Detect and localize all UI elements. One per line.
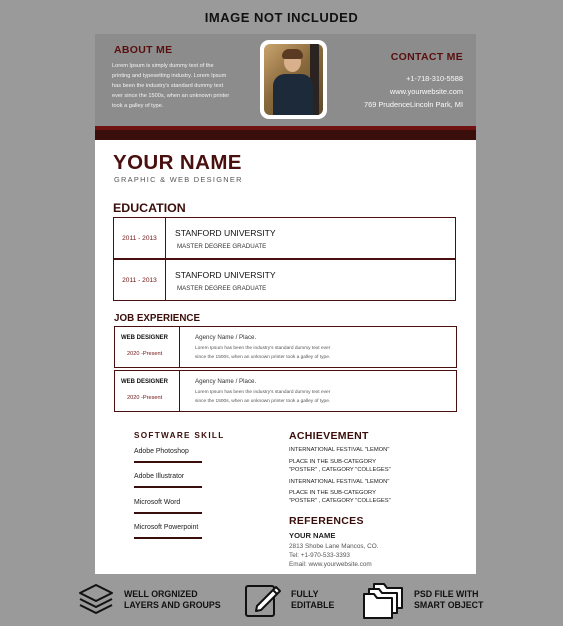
skill-label: Adobe Illustrator <box>134 473 185 480</box>
feature-line: PSD FILE WITH <box>414 589 479 599</box>
job-description-line: since the 1500s, when an unknown printer took a galley of type. <box>195 399 331 404</box>
photo-person-body <box>273 74 313 115</box>
about-line: took a galley of type. <box>112 103 164 109</box>
skill-item <box>134 448 214 463</box>
job-description-line: Lorem Ipsum has been the industry's standard dummy text ever <box>195 390 331 395</box>
banner-text: IMAGE NOT INCLUDED <box>204 9 359 25</box>
about-line: has been the industry's standard dummy text <box>112 83 224 89</box>
skill-underline <box>134 537 202 539</box>
about-text <box>112 61 250 111</box>
education-entry <box>113 217 456 259</box>
skill-underline <box>134 461 202 463</box>
feature-psd <box>362 578 483 622</box>
education-school: STANFORD UNIVERSITY <box>175 270 276 280</box>
skill-item <box>134 499 214 514</box>
references-title: REFERENCES <box>289 515 364 527</box>
feature-line: FULLY <box>291 589 319 599</box>
education-degree: MASTER DEGREE GRADUATE <box>177 243 267 250</box>
experience-left-cell <box>115 371 180 411</box>
contact-title: CONTACT ME <box>390 51 463 63</box>
feature-line: SMART OBJECT <box>414 600 484 610</box>
reference-address: 2813 Shobe Lane Mancos, CO. <box>289 543 379 550</box>
job-dates: 2020 -Present <box>127 395 163 401</box>
education-title: EDUCATION <box>113 201 186 215</box>
job-title: WEB DESIGNER <box>121 379 169 385</box>
achievement-line: "POSTER" , CATEGORY "COLLEGES" <box>289 467 391 473</box>
job-dates: 2020 -Present <box>127 351 163 357</box>
job-company: Agency Name / Place. <box>195 334 257 341</box>
skill-label: Microsoft Word <box>134 499 181 506</box>
layers-icon <box>76 580 116 620</box>
reference-name: YOUR NAME <box>289 531 336 540</box>
achievement-title: ACHIEVEMENT <box>289 430 369 442</box>
education-school: STANFORD UNIVERSITY <box>175 228 276 238</box>
about-line: ever since the 1500s, when an unknown printer <box>112 93 230 99</box>
profile-photo <box>260 40 327 119</box>
about-line: Lorem Ipsum is simply dummy text of the <box>112 63 214 69</box>
job-title: WEB DESIGNER <box>121 335 169 341</box>
about-line: printing and typesetting industry. Lorem Ipsum <box>112 73 227 79</box>
job-company: Agency Name / Place. <box>195 378 257 385</box>
feature-text <box>124 589 221 611</box>
skill-item <box>134 524 214 539</box>
job-description <box>195 388 375 406</box>
education-years: 2011 - 2013 <box>114 218 166 258</box>
feature-line: WELL ORGNIZED <box>124 589 198 599</box>
experience-entry <box>114 326 457 368</box>
education-degree: MASTER DEGREE GRADUATE <box>177 285 267 292</box>
experience-entry <box>114 370 457 412</box>
achievement-line: INTERNATIONAL FESTIVAL "LEMON" <box>289 479 390 485</box>
experience-left-cell <box>115 327 180 367</box>
achievement-line: PLACE IN THE SUB-CATEGORY <box>289 459 376 465</box>
photo-image <box>264 44 323 115</box>
feature-editable <box>243 578 334 622</box>
skill-underline <box>134 486 202 488</box>
resume-name: YOUR NAME <box>113 151 242 174</box>
achievement-line: "POSTER" , CATEGORY "COLLEGES" <box>289 498 391 504</box>
photo-person-hair <box>282 49 303 59</box>
about-title: ABOUT ME <box>114 44 173 56</box>
job-description-line: Lorem Ipsum has been the industry's standard dummy text ever <box>195 346 331 351</box>
education-entry <box>113 259 456 301</box>
resume-page <box>95 34 476 574</box>
achievement-line: PLACE IN THE SUB-CATEGORY <box>289 490 376 496</box>
achievement-line: INTERNATIONAL FESTIVAL "LEMON" <box>289 447 390 453</box>
skill-item <box>134 473 214 488</box>
edit-pencil-icon <box>243 580 283 620</box>
resume-role: GRAPHIC & WEB DESIGNER <box>114 175 243 184</box>
contact-address: 769 PrudenceLincoln Park, MI <box>363 100 463 109</box>
header-stripe-accent <box>95 126 476 130</box>
preview-banner <box>0 0 563 34</box>
contact-phone: +1-718-310-5588 <box>406 74 463 83</box>
folders-icon <box>362 580 406 620</box>
feature-text <box>291 589 334 611</box>
experience-title: JOB EXPERIENCE <box>114 313 201 324</box>
feature-line: EDITABLE <box>291 600 335 610</box>
skills-title: SOFTWARE SKILL <box>134 431 225 440</box>
feature-layers <box>76 578 221 622</box>
reference-tel: Tel: +1-970-533-3393 <box>289 552 350 559</box>
contact-website: www.yourwebsite.com <box>389 87 463 96</box>
skill-underline <box>134 512 202 514</box>
education-years: 2011 - 2013 <box>114 260 166 300</box>
reference-email: Email: www.yourwebsite.com <box>289 561 372 568</box>
job-description-line: since the 1500s, when an unknown printer took a galley of type. <box>195 355 331 360</box>
skill-label: Adobe Photoshop <box>134 448 189 455</box>
feature-line: LAYERS AND GROUPS <box>124 600 221 610</box>
job-description <box>195 344 375 362</box>
skill-label: Microsoft Powerpoint <box>134 524 199 531</box>
feature-text <box>414 589 483 611</box>
